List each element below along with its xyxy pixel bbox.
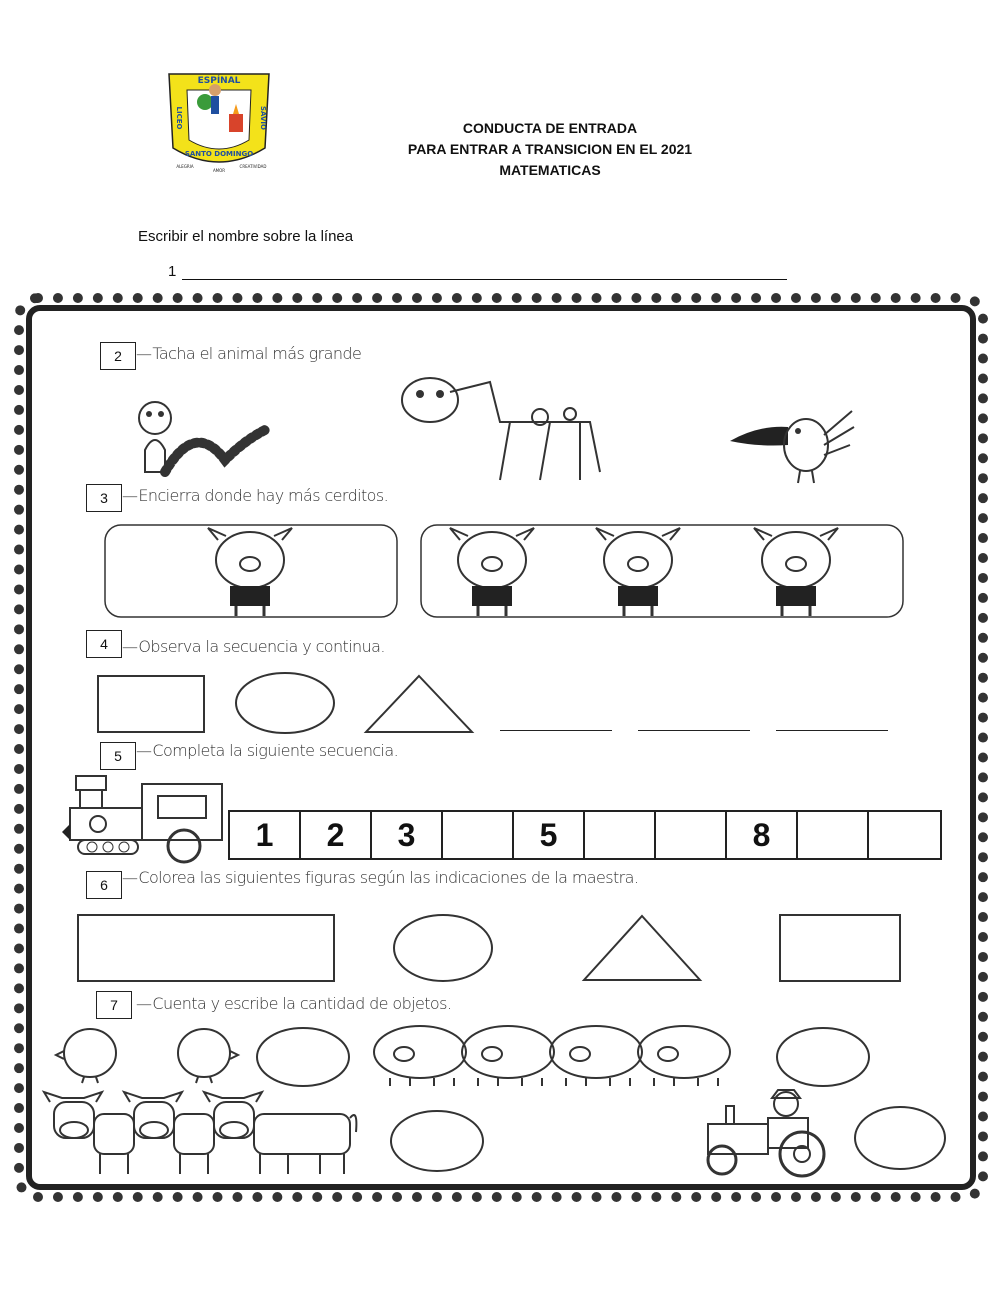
pig-group-small	[104, 524, 398, 618]
task-5-text: — Completa la siguiente secuencia.	[136, 741, 398, 760]
task-2-text: — Tacha el animal más grande	[136, 344, 361, 363]
item-number-1: 1	[168, 263, 177, 280]
logo-ribbon-1: ALEGRIA	[176, 164, 194, 169]
answer-circle-tractor[interactable]	[854, 1106, 946, 1170]
logo-top-text: ESPÍNAL	[197, 76, 241, 86]
square-icon[interactable]	[779, 914, 901, 982]
pig-icon	[370, 1022, 768, 1088]
pig-icon	[596, 528, 680, 616]
number-sequence	[228, 810, 942, 860]
toucan-icon	[728, 405, 858, 485]
square-icon	[97, 675, 205, 733]
logo-left-text: LICEO	[175, 106, 183, 130]
pig-icon	[208, 528, 292, 616]
name-instruction: Escribir el nombre sobre la línea	[138, 228, 354, 245]
task-number-6: 6	[86, 871, 122, 899]
sequence-cell-blank[interactable]	[798, 812, 869, 858]
rectangle-icon[interactable]	[77, 914, 335, 982]
sequence-cell-blank[interactable]	[585, 812, 656, 858]
sequence-blank-1[interactable]	[500, 730, 612, 731]
header-line-2: PARA ENTRAR A TRANSICION EN EL 2021	[407, 141, 693, 157]
task-number-3: 3	[86, 484, 122, 512]
task-6-text: — Colorea las siguientes figuras según las indicaciones de la maestra.	[122, 868, 638, 887]
circle-icon[interactable]	[393, 914, 493, 982]
logo-bottom-text: SANTO DOMINGO	[184, 150, 254, 158]
task-number-7: 7	[96, 991, 132, 1019]
answer-circle-pigs[interactable]	[776, 1027, 870, 1087]
sequence-cell-blank[interactable]	[443, 812, 514, 858]
snake-icon	[115, 400, 275, 480]
task-3-text: — Encierra donde hay más cerditos.	[122, 486, 388, 505]
sequence-cell: 5	[514, 812, 585, 858]
pig-icon	[754, 528, 838, 616]
triangle-icon[interactable]	[582, 914, 702, 982]
name-blank[interactable]	[182, 265, 787, 280]
name-line[interactable]	[168, 263, 787, 280]
sequence-blank-3[interactable]	[776, 730, 888, 731]
header-line-1: CONDUCTA DE ENTRADA	[462, 120, 638, 136]
circle-icon	[235, 672, 335, 734]
task-number-5: 5	[100, 742, 136, 770]
school-logo	[165, 68, 273, 176]
answer-circle-cows[interactable]	[390, 1110, 484, 1172]
giraffe-icon	[390, 362, 610, 482]
logo-ribbon-3: CREATIVIDAD	[239, 164, 267, 169]
train-icon	[62, 774, 232, 864]
task-7-text: — Cuenta y escribe la cantidad de objetos.	[136, 994, 451, 1013]
pig-icon	[450, 528, 534, 616]
sequence-cell-blank[interactable]	[656, 812, 727, 858]
sequence-cell: 3	[372, 812, 443, 858]
task-number-2: 2	[100, 342, 136, 370]
header-line-3: MATEMATICAS	[499, 162, 601, 178]
sequence-cell: 8	[727, 812, 798, 858]
chick-icon	[56, 1025, 246, 1083]
triangle-icon	[364, 674, 474, 734]
task-4-text: — Observa la secuencia y continua.	[122, 637, 385, 656]
task-number-4: 4	[86, 630, 122, 658]
tractor-icon	[700, 1088, 840, 1180]
sequence-cell: 2	[301, 812, 372, 858]
sequence-cell: 1	[230, 812, 301, 858]
pig-group-large	[420, 524, 904, 618]
cow-icon	[40, 1088, 356, 1178]
answer-circle-chicks[interactable]	[256, 1027, 350, 1087]
logo-right-text: SAVIO	[259, 106, 267, 130]
logo-ribbon-2: AMOR	[212, 168, 226, 173]
sequence-cell-blank[interactable]	[869, 812, 940, 858]
sequence-blank-2[interactable]	[638, 730, 750, 731]
page-header	[300, 118, 800, 181]
